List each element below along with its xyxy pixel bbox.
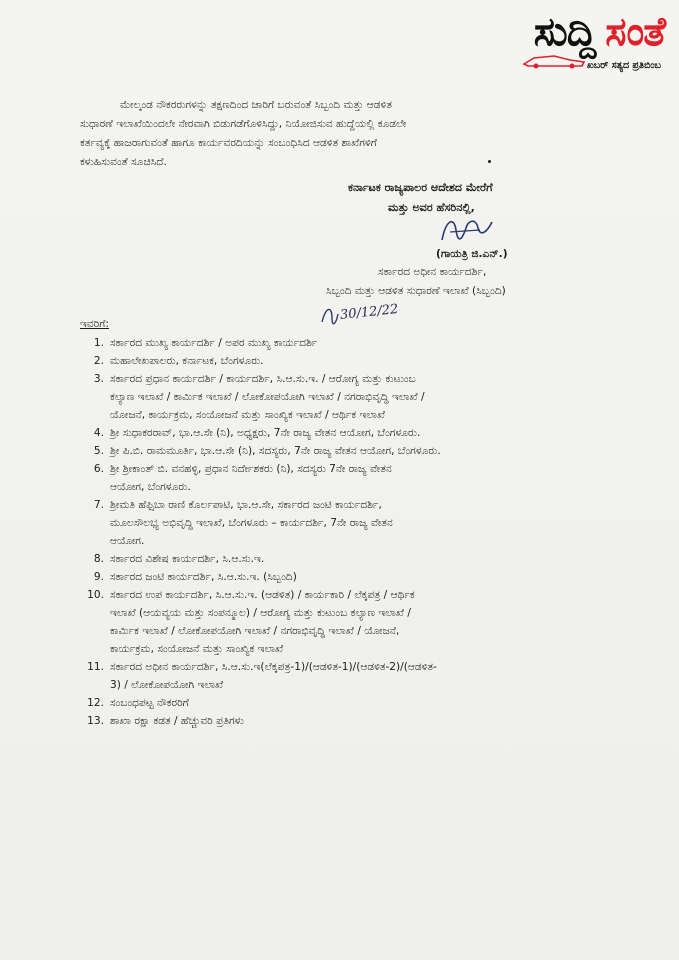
cc-item-text: ಶ್ರೀಮತಿ ಹೆಫ್ಸಿಬಾ ರಾಣಿ ಕೊರ್ಲಪಾಟಿ, ಭಾ.ಆ.ಸೇ, ಸರ್ಕಾರದ ಜಂಟಿ ಕಾರ್ಯದರ್ಶಿ,	[110, 499, 382, 511]
news-logo	[460, 6, 665, 76]
cc-item-text: ಆಯೋಗ, ಬೆಂಗಳೂರು.	[110, 481, 191, 493]
cc-list-item	[80, 352, 640, 370]
cc-list-item	[80, 568, 640, 586]
cc-item-number: 10.	[87, 589, 104, 601]
cc-item-number: 3.	[93, 373, 104, 385]
cc-item-text: ಸರ್ಕಾರದ ಜಂಟಿ ಕಾರ್ಯದರ್ಶಿ, ಸಿ.ಆ.ಸು.ಇ. (ಸಿಬ್ಬಂದಿ)	[110, 571, 297, 583]
cc-item-text: ಕಾರ್ಯಕ್ರಮ, ಸಂಯೋಜನೆ ಮತ್ತು ಸಾಂಖ್ಯಿಕ ಇಲಾಖೆ	[110, 643, 284, 655]
cc-item-number: 11.	[87, 661, 104, 673]
cc-list-item	[80, 550, 640, 568]
car-icon	[520, 52, 590, 70]
paragraph-line: ಕಳುಹಿಸುವಂತೆ ಸೂಚಿಸಿದೆ.	[80, 156, 167, 168]
cc-list-item	[80, 370, 640, 424]
cc-item-text: ಸರ್ಕಾರದ ವಿಶೇಷ ಕಾರ್ಯದರ್ಶಿ, ಸಿ.ಆ.ಸು.ಇ.	[110, 553, 265, 565]
cc-item-number: 13.	[87, 715, 104, 727]
cc-item-number: 4.	[93, 427, 104, 439]
cc-item-number: 2.	[93, 355, 104, 367]
signature	[436, 210, 498, 250]
cc-item-text: ಸರ್ಕಾರದ ಉಪ ಕಾರ್ಯದರ್ಶಿ, ಸಿ.ಆ.ಸು.ಇ. (ಆಡಳಿತ) / ಕಾರ್ಯಕಾರಿ / ಲೆಕ್ಕಪತ್ರ / ಆರ್ಥಿಕ	[110, 589, 415, 601]
cc-item-number: 8.	[93, 553, 104, 565]
cc-item-text: ಸರ್ಕಾರದ ಮುಖ್ಯ ಕಾರ್ಯದರ್ಶಿ / ಅಪರ ಮುಖ್ಯ ಕಾರ್ಯದರ್ಶಿ	[110, 337, 318, 349]
signatory-department: ಸಿಬ್ಬಂದಿ ಮತ್ತು ಆಡಳಿತ ಸುಧಾರಣೆ ಇಲಾಖೆ (ಸಿಬ್ಬಂದಿ)	[326, 285, 506, 297]
cc-item-number: 6.	[93, 463, 104, 475]
cc-list-item	[80, 424, 640, 442]
cc-list-item	[80, 694, 640, 712]
cc-item-text: ಶ್ರೀ ಪಿ.ಬಿ. ರಾಮಮೂರ್ತಿ, ಭಾ.ಆ.ಸೇ (ನಿ), ಸದಸ್ಯರು, 7ನೇ ರಾಜ್ಯ ವೇತನ ಆಯೋಗ, ಬೆಂಗಳೂರು.	[110, 445, 441, 457]
cc-list-item	[80, 712, 640, 730]
cc-item-number: 7.	[93, 499, 104, 511]
cc-item-text: ಶ್ರೀ ಸುಧಾಕರರಾವ್, ಭಾ.ಆ.ಸೇ (ನಿ), ಅಧ್ಯಕ್ಷರು, 7ನೇ ರಾಜ್ಯ ವೇತನ ಆಯೋಗ, ಬೆಂಗಳೂರು.	[110, 427, 421, 439]
cc-item-text: ಮಹಾಲೇಖಪಾಲರು, ಕರ್ನಾಟಕ, ಬೆಂಗಳೂರು.	[110, 355, 264, 367]
signatory-designation: ಸರ್ಕಾರದ ಅಧೀನ ಕಾರ್ಯದರ್ಶಿ,	[378, 266, 487, 278]
cc-item-number: 9.	[93, 571, 104, 583]
paragraph-line: ಮೇಲ್ಕಂಡ ನೌಕರರುಗಳನ್ನು ತಕ್ಷಣದಿಂದ ಜಾರಿಗೆ ಬರುವಂತೆ ಸಿಬ್ಬಂದಿ ಮತ್ತು ಆಡಳಿತ	[120, 99, 392, 111]
cc-item-text: ಕಲ್ಯಾಣ ಇಲಾಖೆ / ಕಾರ್ಮಿಕ ಇಲಾಖೆ / ಲೋಕೋಪಯೋಗಿ ಇಲಾಖೆ / ನಗರಾಭಿವೃದ್ಧಿ ಇಲಾಖೆ /	[110, 391, 425, 403]
cc-item-text: ಕಾರ್ಮಿಕ ಇಲಾಖೆ / ಲೋಕೋಪಯೋಗಿ ಇಲಾಖೆ / ನಗರಾಭಿವೃದ್ಧಿ ಇಲಾಖೆ / ಯೋಜನೆ,	[110, 625, 400, 637]
cc-heading: ಇವರಿಗೆ:	[80, 318, 110, 330]
cc-item-text: ಆಯೋಗ.	[110, 535, 145, 547]
signatory-name: (ಗಾಯತ್ರಿ ಜಿ.ಎನ್.)	[436, 248, 508, 260]
paragraph-line: ಕರ್ತವ್ಯಕ್ಕೆ ಹಾಜರಾಗುವಂತೆ ಹಾಗೂ ಕಾರ್ಯವರದಿಯನ್ನು ಸಂಬಂಧಿಸಿದ ಆಡಳಿತ ಶಾಖೆಗಳಿಗೆ	[80, 137, 377, 149]
cc-item-text: ಸಂಬಂಧಪಟ್ಟ ನೌಕರರಿಗೆ	[110, 697, 189, 709]
cc-list-item	[80, 442, 640, 460]
dot-mark	[488, 160, 491, 163]
cc-item-text: 3) / ಲೋಕೋಪಯೋಗಿ ಇಲಾಖೆ	[110, 679, 224, 691]
logo-word-2: ಸಂತೆ	[605, 9, 665, 55]
cc-item-text: ಶಾಖಾ ರಕ್ಷಾ ಕಡತ / ಹೆಚ್ಚುವರಿ ಪ್ರತಿಗಳು	[110, 715, 244, 727]
cc-list-item	[80, 586, 640, 658]
order-line-1: ಕರ್ನಾಟಕ ರಾಜ್ಯಪಾಲರ ಆದೇಶದ ಮೇರೆಗೆ	[348, 181, 493, 194]
paragraph-line: ಸುಧಾರಣೆ ಇಲಾಖೆಯಿಂದಲೇ ನೇರವಾಗಿ ಬಿಡುಗಡೆಗೊಳಿಸಿದ್ದು, ನಿಯೋಜಿಸುವ ಹುದ್ದೆಯಲ್ಲಿ ಕೂಡಲೇ	[80, 118, 407, 130]
logo-title	[534, 6, 665, 58]
cc-item-text: ಶ್ರೀ ಶ್ರೀಕಾಂತ್ ಬಿ. ವನಹಳ್ಳಿ, ಪ್ರಧಾನ ನಿರ್ದೇಶಕರು (ನಿ), ಸದಸ್ಯರು 7ನೇ ರಾಜ್ಯ ವೇತನ	[110, 463, 392, 475]
cc-item-number: 1.	[93, 337, 104, 349]
order-line-2: ಮತ್ತು ಅವರ ಹೆಸರಿನಲ್ಲಿ,	[388, 201, 475, 214]
cc-item-text: ಯೋಜನೆ, ಕಾರ್ಯಕ್ರಮ, ಸಂಯೋಜನೆ ಮತ್ತು ಸಾಂಖ್ಯಿಕ ಇಲಾಖೆ / ಆರ್ಥಿಕ ಇಲಾಖೆ	[110, 409, 386, 421]
cc-item-text: ಮೂಲಸೌಲಭ್ಯ ಅಭಿವೃದ್ಧಿ ಇಲಾಖೆ, ಬೆಂಗಳೂರು – ಕಾರ್ಯದರ್ಶಿ, 7ನೇ ರಾಜ್ಯ ವೇತನ	[110, 517, 393, 529]
handwritten-date: 30/12/22	[339, 301, 400, 324]
body-paragraph	[80, 96, 620, 172]
cc-item-text: ಇಲಾಖೆ (ಆಯವ್ಯಯ ಮತ್ತು ಸಂಪನ್ಮೂಲ) / ಆರೋಗ್ಯ ಮತ್ತು ಕುಟುಂಬ ಕಲ್ಯಾಣ ಇಲಾಖೆ /	[110, 607, 411, 619]
cc-item-text: ಸರ್ಕಾರದ ಪ್ರಧಾನ ಕಾರ್ಯದರ್ಶಿ / ಕಾರ್ಯದರ್ಶಿ, ಸಿ.ಆ.ಸು.ಇ. / ಆರೋಗ್ಯ ಮತ್ತು ಕುಟುಂಬ	[110, 373, 416, 385]
cc-list-item	[80, 496, 640, 550]
cc-item-number: 5.	[93, 445, 104, 457]
cc-list	[80, 334, 640, 730]
cc-list-item	[80, 460, 640, 496]
cc-list-item	[80, 658, 640, 694]
logo-tagline: ಖಬರ್ ಸತ್ಯದ ಪ್ರತಿಬಿಂಬ	[586, 60, 661, 71]
cc-list-item	[80, 334, 640, 352]
cc-item-number: 12.	[87, 697, 104, 709]
logo-word-1: ಸುದ್ದಿ	[533, 9, 596, 55]
cc-item-text: ಸರ್ಕಾರದ ಅಧೀನ ಕಾರ್ಯದರ್ಶಿ, ಸಿ.ಆ.ಸು.ಇ(ಲೆಕ್ಕಪತ್ರ-1)/(ಆಡಳಿತ-1)/(ಆಡಳಿತ-2)/(ಆಡಳಿತ-	[110, 661, 437, 673]
